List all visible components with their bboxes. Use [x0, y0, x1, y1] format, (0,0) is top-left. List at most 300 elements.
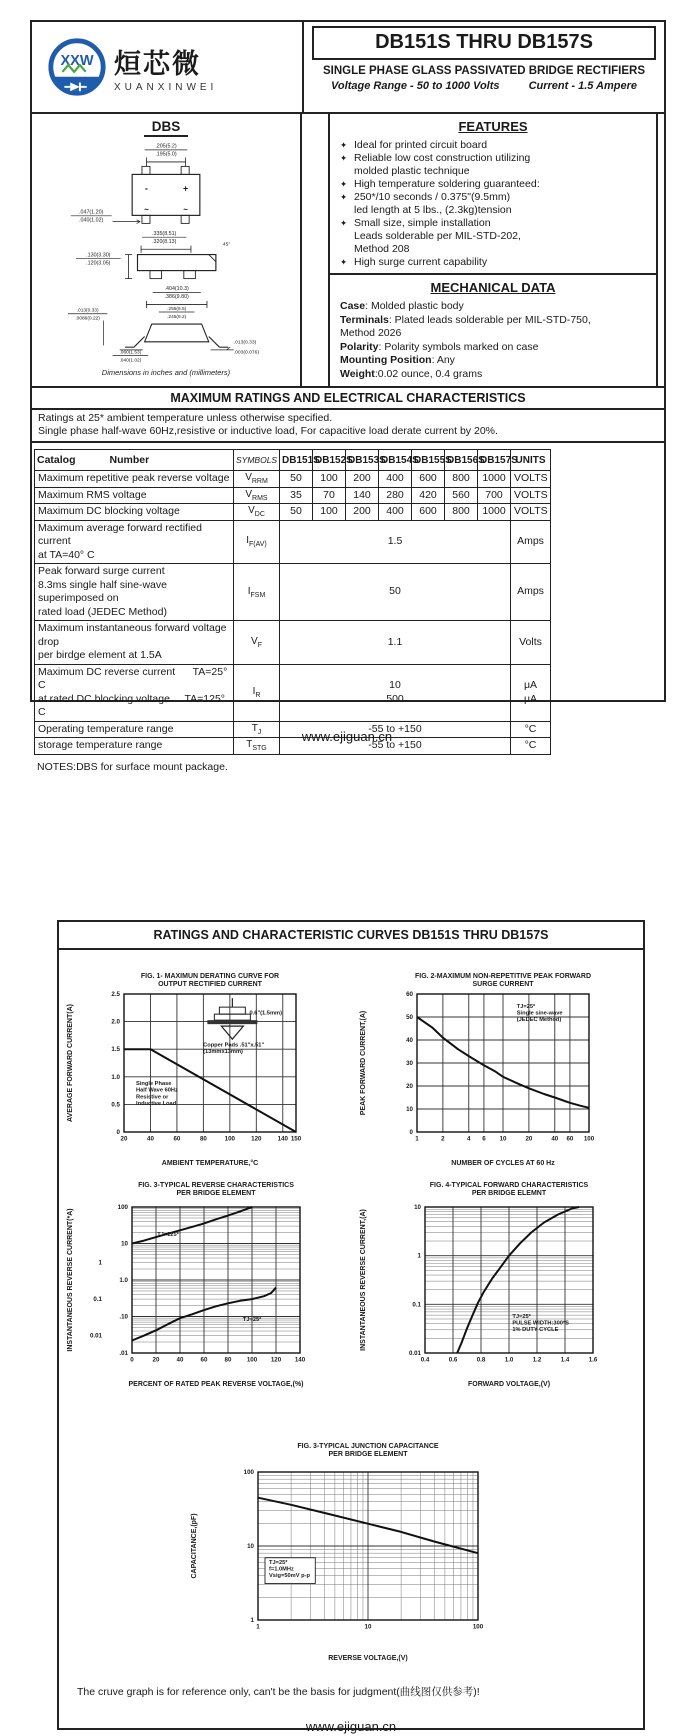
catalog-number-header: [35, 450, 234, 471]
annotation: Half Wave 60Hz: [136, 1087, 178, 1094]
features-section: [330, 114, 656, 275]
symbol-cell: [234, 471, 280, 488]
x-tick-label: 80: [199, 1135, 207, 1143]
logo-mark-icon: [46, 36, 108, 98]
mechanical-line: [340, 300, 646, 314]
package-caption: Dimensions in inches and (millimeters): [101, 368, 231, 377]
dim-label: .013(0.33): [76, 308, 99, 314]
parameter-line: 8.3ms single half sine-wave superimposed on: [38, 578, 167, 604]
parameter-line: Maximum RMS voltage: [38, 488, 147, 501]
symbol-subscript: STG: [252, 745, 267, 753]
x-tick-label: 60: [566, 1135, 574, 1143]
dim-label: .195(5.0): [155, 151, 177, 158]
units-cell: [511, 564, 551, 621]
x-tick-label: 40: [551, 1135, 559, 1143]
y-axis-label: AVERAGE FORWARD CURRENT(A): [67, 1004, 74, 1122]
package-outline-cell: [32, 114, 302, 386]
symbol-main: T: [251, 722, 258, 734]
annotation: TJ=25*: [512, 1313, 531, 1320]
value-cell: 600: [412, 504, 445, 521]
bullet-icon: ✦: [340, 257, 348, 267]
x-tick-label: 60: [173, 1135, 181, 1143]
table-row: [35, 471, 551, 488]
unit-line: μA: [523, 692, 538, 705]
value-line: -55 to +150: [368, 722, 422, 735]
value-cell: [280, 621, 511, 665]
symbol-main: I: [246, 535, 249, 547]
parameter-line: Operating temperature range: [38, 722, 174, 735]
part-number-header: DB151S: [280, 450, 313, 471]
table-notes: NOTES:DBS for surface mount package.: [37, 760, 228, 773]
parameter-cell: [35, 621, 234, 665]
symbol-cell: [234, 621, 280, 665]
y-tick-label: .01: [119, 1350, 128, 1357]
x-tick-label: 20: [525, 1135, 533, 1143]
value-cell: 1000: [478, 504, 511, 521]
parameter-line: Maximum instantaneous forward voltage drop: [38, 622, 227, 648]
x-tick-label: 100: [246, 1356, 258, 1364]
number-label: Number: [109, 454, 150, 466]
part-number-header: DB155S: [412, 450, 445, 471]
header-right: [302, 22, 664, 112]
dim-label: .335(8.51): [152, 230, 177, 237]
logo-circle-text: XXW: [60, 53, 94, 70]
symbol-main: V: [248, 505, 255, 517]
features-mechanical-column: [302, 114, 664, 386]
fig-title: SURGE CURRENT: [472, 981, 534, 988]
ratings-conditions: [32, 410, 664, 443]
figures-row-3: [59, 1438, 643, 1668]
y-outer-tick-label: 0.1: [93, 1296, 102, 1304]
unit-line: °C: [524, 722, 537, 735]
y-tick-label: 60: [406, 991, 413, 998]
y-tick-label: 0: [409, 1129, 413, 1136]
fig1-derating-curve: [62, 968, 347, 1173]
dim-label: .386(9.80): [164, 294, 189, 301]
ratings-note-2: Single phase half-wave 60Hz,resistive or inductive load, For capacitive load derate current by 20%.: [38, 425, 498, 437]
parameter-line: at rated DC blocking voltage TA=125° C: [38, 692, 225, 718]
units-cell: [511, 504, 551, 521]
value-line: -55 to +150: [368, 739, 422, 751]
parameter-line: storage temperature range: [38, 739, 163, 751]
value-cell: 400: [379, 471, 412, 488]
y-tick-label: 100: [117, 1204, 128, 1211]
x-tick-label: 80: [224, 1356, 232, 1364]
feature-line: [340, 152, 646, 165]
bullet-icon: ✦: [340, 218, 348, 228]
value-cell: 800: [445, 471, 478, 488]
mechanical-term: Case: [340, 300, 366, 312]
mounting-pad-icon: [207, 998, 257, 1039]
part-number-header: DB156S: [445, 450, 478, 471]
device-subtitle: SINGLE PHASE GLASS PASSIVATED BRIDGE RECTIFIERS: [322, 65, 646, 77]
logo-en-name: XUANXINWEI: [114, 81, 218, 93]
x-tick-label: 20: [152, 1356, 160, 1364]
feature-text: led length at 5 lbs., (2.3kg)tension: [354, 204, 512, 216]
symbol-subscript: J: [257, 728, 262, 736]
x-tick-label: 2: [441, 1135, 445, 1143]
unit-line: Amps: [517, 535, 544, 547]
units-cell: [511, 520, 551, 564]
fig-title: FIG. 3-TYPICAL REVERSE CHARACTERISTICS: [138, 1182, 294, 1189]
parameter-line: Peak forward surge current: [38, 565, 165, 577]
units-cell: [511, 471, 551, 488]
feature-text: Ideal for printed circuit board: [354, 139, 488, 151]
y-tick-label: 2.0: [111, 1018, 120, 1026]
symbols-header: SYMBOLS: [234, 450, 280, 471]
mechanical-line: [340, 327, 646, 341]
parameter-cell: [35, 471, 234, 488]
dim-label: .120(3.05): [86, 260, 111, 267]
y-tick-label: 40: [406, 1037, 413, 1044]
value-cell: 200: [346, 504, 379, 521]
y-tick-label: 50: [406, 1014, 413, 1021]
y-axis-label: INSTANTANEOUS REVERSE CURRENT(*A): [67, 1208, 74, 1352]
x-axis-label: NUMBER OF CYCLES AT 60 Hz: [451, 1160, 555, 1167]
symbol-subscript: R: [255, 692, 261, 699]
value-line: 500: [386, 692, 404, 705]
mechanical-data-title: MECHANICAL DATA: [430, 280, 556, 295]
x-axis-label: FORWARD VOLTAGE,(V): [467, 1381, 551, 1388]
mechanical-text: : Molded plastic body: [365, 300, 464, 312]
dim-label: .013(0.33): [233, 339, 257, 346]
x-tick-label: 100: [472, 1623, 484, 1631]
features-title: FEATURES: [458, 119, 528, 134]
unit-line: Volts: [519, 635, 542, 648]
annotation: PULSE WIDTH:300*S: [512, 1320, 569, 1327]
parameter-line: at TA=40° C: [38, 548, 95, 561]
value-cell: 100: [313, 504, 346, 521]
part-number-header: DB157S: [478, 450, 511, 471]
units-cell: [511, 664, 551, 721]
y-tick-label: 10: [247, 1543, 254, 1550]
symbol-subscript: F(AV): [249, 541, 267, 549]
x-tick-label: 60: [200, 1356, 208, 1364]
polarity-minus-mark: -: [144, 183, 148, 194]
feature-text: Small size, simple installation: [354, 217, 491, 229]
x-tick-label: 1.2: [532, 1356, 542, 1364]
table-row: [35, 520, 551, 564]
value-cell: 400: [379, 504, 412, 521]
feature-line: [340, 230, 646, 243]
mechanical-data-section: [330, 275, 656, 386]
y-tick-label: 1.5: [111, 1046, 120, 1054]
catalog-label: Catalog: [37, 454, 76, 466]
datasheet-page-2: [57, 920, 645, 1734]
feature-text: High temperature soldering guaranteed:: [354, 178, 540, 190]
symbol-subscript: FSM: [250, 591, 266, 599]
feature-text: Leads solderable per MIL-STD-202,: [354, 230, 521, 242]
ratings-summary: [312, 80, 656, 92]
fig2-svg: [355, 968, 640, 1168]
dim-label: .245(6.2): [167, 314, 187, 320]
x-axis-label: REVERSE VOLTAGE,(V): [328, 1655, 408, 1662]
value-cell: [280, 664, 511, 721]
value-cell: 70: [313, 487, 346, 504]
x-tick-label: 4: [467, 1135, 471, 1143]
x-axis-label: AMBIENT TEMPERATURE,°C: [161, 1160, 259, 1167]
fig-title: FIG. 4-TYPICAL FORWARD CHARACTERISTICS: [429, 1182, 589, 1189]
fig-title: PER BRIDGE ELEMNT: [471, 1190, 547, 1197]
curves-disclaimer: The cruve graph is for reference only, can't be the basis for judgment(曲线图仅供参考)!: [77, 1686, 480, 1698]
parameter-line: Maximum DC blocking voltage: [38, 505, 180, 517]
dim-label: .255(6.5): [167, 306, 187, 312]
part-number-title: DB151S THRU DB157S: [312, 26, 656, 60]
package-and-features-row: [32, 114, 664, 386]
fig4-svg: [355, 1177, 640, 1389]
value-cell: 280: [379, 487, 412, 504]
dim-label: .060(1.53): [119, 350, 142, 356]
annotation: 0.6"(1.5mm): [249, 1010, 282, 1017]
symbol-cell: [234, 504, 280, 521]
x-tick-label: 1.0: [504, 1356, 514, 1364]
table-row: [35, 621, 551, 665]
unit-line: VOLTS: [514, 505, 548, 517]
fig5-junction-capacitance-curve: [186, 1438, 516, 1668]
annotation: Inductive Load: [136, 1100, 177, 1107]
value-cell: 140: [346, 487, 379, 504]
x-tick-label: 140: [277, 1135, 288, 1143]
parameter-cell: [35, 564, 234, 621]
header: [32, 22, 664, 114]
figures-row-1: [59, 968, 643, 1173]
dim-label: .040(1.02): [79, 217, 104, 224]
annotation: TJ=25*: [269, 1559, 288, 1566]
x-tick-label: 40: [176, 1356, 184, 1364]
y-tick-label: 0.5: [111, 1101, 120, 1109]
dim-label: .205(5.2): [155, 143, 177, 150]
value-cell: 420: [412, 487, 445, 504]
y-tick-label: 0.1: [412, 1301, 421, 1309]
feature-line: [340, 217, 646, 230]
annotation: TJ=25*: [242, 1316, 262, 1323]
y-tick-label: 0: [116, 1129, 120, 1136]
logo-text: [114, 42, 217, 93]
y-tick-label: 1.0: [119, 1277, 128, 1284]
symbol-cell: [234, 487, 280, 504]
annotation: (13mmx13mm): [203, 1049, 243, 1056]
dim-label: .320(8.13): [152, 238, 177, 245]
dim-label: .040(1.02): [119, 358, 142, 364]
value-cell: [280, 520, 511, 564]
x-tick-label: 20: [120, 1135, 128, 1143]
mechanical-text: : Plated leads solderable per MIL-STD-750,: [388, 313, 591, 326]
mechanical-text: :0.02 ounce, 0.4 grams: [374, 367, 483, 380]
parameter-line: Maximum DC reverse current TA=25° C: [38, 665, 228, 691]
feature-text: Method 208: [354, 243, 410, 255]
x-tick-label: 0.6: [448, 1356, 458, 1364]
y-outer-tick-label: 0.01: [89, 1332, 102, 1340]
feature-text: molded plastic technique: [354, 165, 470, 177]
annotation: Single Phase: [136, 1081, 172, 1088]
fig-title: FIG. 2-MAXIMUM NON-REPETITIVE PEAK FORWARD: [414, 973, 592, 980]
ratings-section-title: MAXIMUM RATINGS AND ELECTRICAL CHARACTERISTICS: [32, 386, 664, 410]
x-tick-label: 0: [130, 1356, 134, 1364]
x-tick-label: 10: [364, 1623, 372, 1631]
annotation: Copper Pads .51"x.51": [203, 1042, 265, 1049]
value-line: 10: [389, 679, 401, 691]
bullet-icon: ✦: [340, 153, 348, 163]
x-tick-label: 0.4: [420, 1356, 430, 1364]
annotation: TJ=125*: [157, 1232, 179, 1239]
parameter-cell: [35, 487, 234, 504]
part-number-header: DB152S: [313, 450, 346, 471]
curves-page-title: RATINGS AND CHARACTERISTIC CURVES DB151S THRU DB157S: [59, 922, 643, 950]
parameter-line: Maximum average forward rectified current: [38, 521, 202, 547]
ratings-note-1: Ratings at 25* ambient temperature unless otherwise specified.: [38, 412, 333, 424]
y-tick-label: 30: [406, 1060, 413, 1067]
y-tick-label: 1: [417, 1252, 421, 1260]
chamfer-label: 45°: [222, 242, 231, 248]
logo-cn-name: 烜芯微: [114, 48, 201, 79]
annotation: 1% DUTY CYCLE: [512, 1327, 559, 1334]
mechanical-text: : Polarity symbols marked on case: [378, 340, 539, 353]
table-row: [35, 664, 551, 721]
value-cell: 800: [445, 504, 478, 521]
units-cell: [511, 621, 551, 665]
value-cell: 50: [280, 471, 313, 488]
value-cell: 100: [313, 471, 346, 488]
symbol-cell: [234, 664, 280, 721]
annotation: (JEDEC Method): [516, 1017, 562, 1023]
unit-line: μA: [523, 679, 538, 691]
x-axis-label: PERCENT OF RATED PEAK REVERSE VOLTAGE,(%): [128, 1381, 304, 1388]
value-cell: 200: [346, 471, 379, 488]
bullet-icon: ✦: [340, 140, 348, 150]
mechanical-line: [340, 368, 646, 382]
annotation: TJ=25*: [516, 1003, 536, 1010]
dim-label: .130(3.30): [86, 252, 111, 259]
features-mechanical-box: [328, 114, 658, 386]
value-line: 1.5: [387, 535, 403, 547]
value-cell: 600: [412, 471, 445, 488]
polarity-plus-mark: +: [182, 183, 189, 194]
fig2-surge-current-curve: [355, 968, 640, 1173]
mechanical-term: Weight: [340, 367, 375, 380]
symbol-subscript: DC: [254, 511, 265, 519]
page1-footer-url: www.ejiguan.cn: [301, 729, 393, 744]
part-number-header: DB153S: [346, 450, 379, 471]
ac-mark: ~: [144, 204, 149, 214]
mechanical-line: [340, 314, 646, 328]
feature-line: [340, 256, 646, 269]
fig4-forward-characteristics-curve: [355, 1177, 640, 1394]
unit-line: Amps: [517, 585, 544, 598]
x-tick-label: 40: [147, 1135, 154, 1143]
mechanical-data-list: [340, 300, 646, 381]
annotation: Vsig=50mV p-p: [269, 1572, 310, 1579]
mechanical-text: Method 2026: [340, 327, 402, 339]
y-axis-label: INSTANTANEOUS REVERSE CURRENT,(A): [360, 1209, 367, 1351]
table-header-row: [35, 450, 551, 471]
y-tick-label: 2.5: [111, 991, 120, 998]
unit-line: VOLTS: [514, 472, 548, 484]
features-list: [340, 139, 646, 269]
y-outer-tick-label: 1: [98, 1259, 102, 1267]
feature-text: Reliable low cost construction utilizing: [354, 152, 531, 164]
feature-line: [340, 139, 646, 152]
unit-line: °C: [524, 739, 537, 751]
ac-mark: ~: [183, 204, 188, 214]
x-tick-label: 150: [290, 1135, 302, 1143]
x-tick-label: 10: [499, 1135, 507, 1143]
mechanical-term: Mounting Position: [340, 354, 432, 366]
x-tick-label: 1: [256, 1623, 260, 1631]
unit-line: VOLTS: [514, 488, 548, 501]
bullet-icon: ✦: [340, 179, 348, 189]
x-tick-label: 120: [251, 1135, 262, 1143]
y-tick-label: 20: [406, 1083, 413, 1090]
annotation: Resistive or: [136, 1094, 169, 1101]
fig3-svg: [62, 1177, 347, 1389]
symbol-subscript: RRM: [251, 478, 268, 486]
symbol-main: V: [251, 635, 258, 647]
ratings-table: [34, 449, 551, 755]
feature-text: High surge current capability: [354, 256, 488, 268]
symbol-cell: [234, 520, 280, 564]
value-cell: [280, 564, 511, 621]
annotation: f=1.0MHz: [269, 1566, 294, 1573]
mechanical-line: [340, 341, 646, 355]
feature-line: [340, 165, 646, 178]
units-header: UNITS: [511, 450, 551, 471]
value-cell: 700: [478, 487, 511, 504]
charts-area: [59, 950, 643, 1668]
symbol-main: T: [246, 739, 253, 751]
symbol-main: I: [252, 686, 256, 697]
value-cell: 1000: [478, 471, 511, 488]
x-tick-label: 100: [224, 1135, 236, 1143]
fig-title: PER BRIDGE ELEMENT: [176, 1190, 256, 1197]
feature-line: [340, 204, 646, 217]
feature-line: [340, 243, 646, 256]
symbol-cell: [234, 564, 280, 621]
symbol-main: V: [245, 472, 252, 484]
y-tick-label: 10: [414, 1204, 421, 1211]
dim-label: .047(1.20): [79, 209, 104, 216]
table-row: [35, 487, 551, 504]
y-tick-label: 1.0: [111, 1073, 120, 1081]
y-axis-label: CAPACITANCE,(pF): [191, 1513, 198, 1579]
annotation: Single sine-wave: [516, 1010, 563, 1017]
parameter-cell: [35, 504, 234, 521]
feature-text: 250*/10 seconds / 0.375"(9.5mm): [354, 191, 511, 203]
units-cell: [511, 487, 551, 504]
table-head: [35, 450, 551, 471]
parameter-line: rated load (JEDEC Method): [38, 605, 167, 618]
x-tick-label: 0.8: [476, 1356, 486, 1364]
figures-row-2: [59, 1177, 643, 1394]
dim-label: .0086(0.22): [75, 316, 100, 322]
current-rating: Current - 1.5 Ampere: [528, 80, 637, 92]
dim-label: .003(0.076): [233, 349, 260, 356]
table-body: [35, 471, 551, 755]
mechanical-line: [340, 354, 646, 368]
fig-title: PER BRIDGE ELEMENT: [328, 1451, 408, 1458]
x-tick-label: 1.4: [560, 1356, 570, 1364]
feature-line: [340, 178, 646, 191]
parameter-cell: [35, 520, 234, 564]
fig3-reverse-characteristics-curve: [62, 1177, 347, 1394]
mechanical-term: Polarity: [340, 340, 379, 353]
dim-label: .404(10.3): [164, 286, 189, 293]
symbol-main: V: [245, 488, 253, 500]
fig5-svg: [186, 1438, 516, 1663]
value-line: 50: [389, 585, 401, 598]
value-cell: 560: [445, 487, 478, 504]
x-tick-label: 6: [482, 1135, 486, 1143]
y-tick-label: 100: [243, 1469, 254, 1476]
